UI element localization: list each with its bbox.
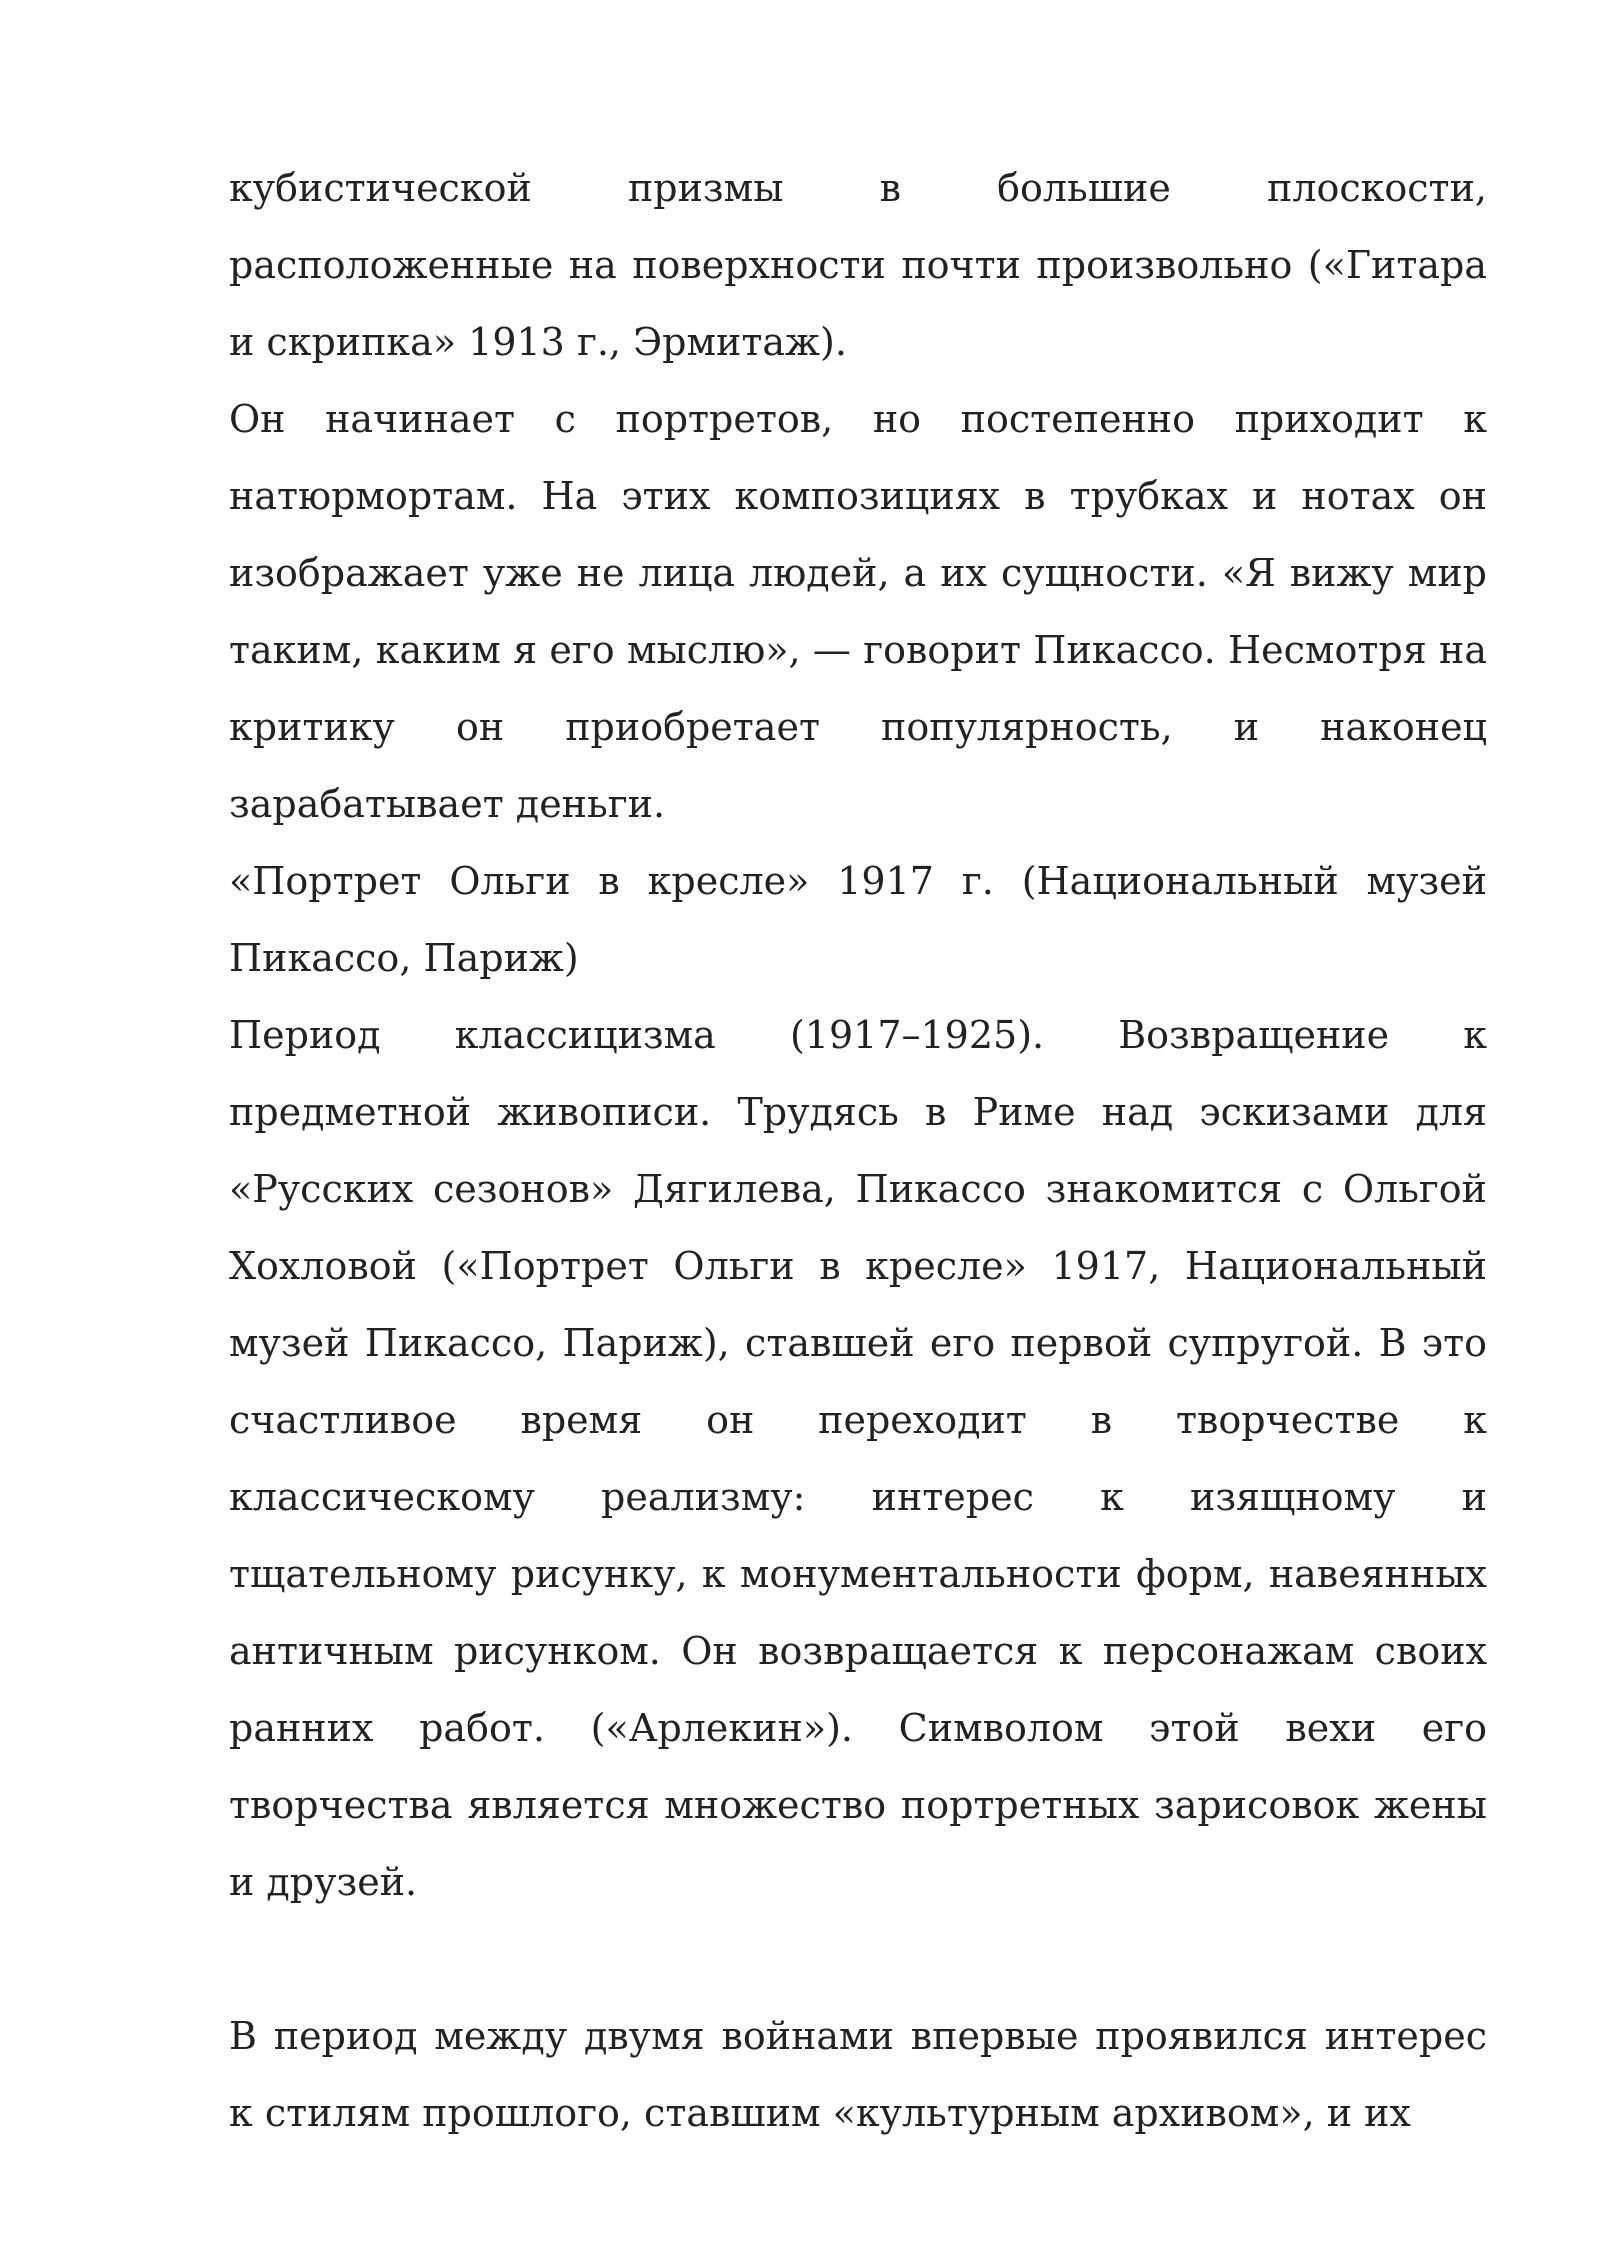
paragraph-portrait-olga-caption: «Портрет Ольги в кресле» 1917 г. (Национальный музей Пикассо, Париж) bbox=[229, 859, 1487, 980]
paragraph-classicism-period: Период классицизма (1917–1925). Возвращение к предметной живописи. Трудясь в Риме над эскизами для «Русских сезонов» Дягилева, Пикассо знакомится с Ольгой Хохловой («Портрет Ольги в кресле» 1917, Национальный музей Пикассо, Париж), ставшей его первой супругой. В это счастливое время он переходит в творчестве к классическому реализму: интерес к изящному и тщательному рисунку, к монументальности форм, навеянных античным рисунком. Он возвращается к персонажам своих ранних работ. («Арлекин»). Символом этой вехи его творчества является множество портретных зарисовок жены и друзей. bbox=[229, 1013, 1487, 1904]
paragraph-interwar-period: В период между двумя войнами впервые проявился интерес к стилям прошлого, ставшим «культурным архивом», и их bbox=[229, 2014, 1487, 2135]
paragraph-spacer bbox=[229, 1921, 1487, 1998]
paragraph-portraits-still-lifes: Он начинает с портретов, но постепенно приходит к натюрмортам. На этих композициях в трубках и нотах он изображает уже не лица людей, а их сущности. «Я вижу мир таким, каким я его мыслю», — говорит Пикассо. Несмотря на критику он приобретает популярность, и наконец зарабатывает деньги. bbox=[229, 397, 1487, 826]
paragraph-cubism-prism: кубистической призмы в большие плоскости, расположенные на поверхности почти произвольно («Гитара и скрипка» 1913 г., Эрмитаж). bbox=[229, 166, 1487, 364]
document-body bbox=[229, 150, 1487, 2152]
